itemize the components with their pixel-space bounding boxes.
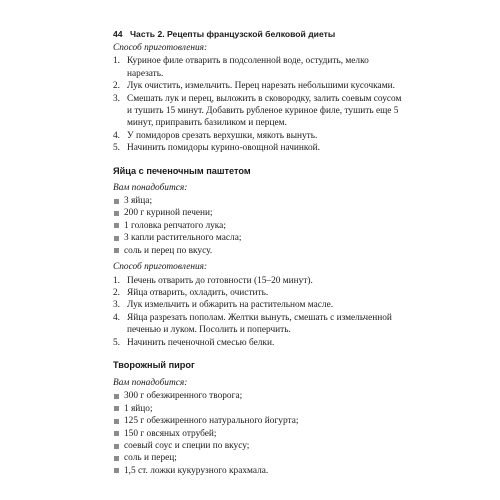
step-text: Смешать лук и перец, выложить в сковородку, залить соевым соусом и тушить 15 минут. Добавить рубленое куриное филе, тушить еще 5 минут, приправить базиликом и перцем. [127, 93, 402, 129]
square-bullet-icon [114, 248, 119, 253]
step-item [113, 287, 403, 299]
square-bullet-icon [114, 431, 119, 436]
step-number: 5. [113, 337, 121, 348]
ingredient-text: соевый соус и специи по вкусу; [124, 440, 250, 451]
ingredient-item [113, 245, 403, 257]
step-item [113, 299, 403, 311]
square-bullet-icon [114, 456, 119, 461]
step-number: 3. [113, 300, 121, 311]
step-text: Начинить помидоры курино-овощной начинкой. [127, 143, 320, 154]
ingredient-text: 300 г обезжиренного творога; [124, 391, 243, 402]
step-number: 1. [113, 56, 121, 67]
step-text: Яйца разрезать пополам. Желтки вынуть, смешать с измельченной печенью и луком. Посолить и поперчить. [127, 312, 392, 336]
step-item [113, 337, 403, 349]
ingredient-text: 1 яйцо; [124, 403, 153, 414]
square-bullet-icon [114, 199, 119, 204]
page-number: 44 [113, 29, 123, 39]
step-number: 2. [113, 81, 121, 92]
method-label: Способ приготовления: [113, 262, 208, 273]
step-text: Лук измельчить и обжарить на растительном масле. [127, 300, 334, 311]
step-text: Лук очистить, измельчить. Перец нарезать небольшими кусочками. [127, 81, 395, 92]
ingredient-item [113, 403, 403, 415]
square-bullet-icon [114, 406, 119, 411]
step-item [113, 275, 403, 287]
step-number: 4. [113, 130, 121, 141]
ingredient-text: соль и перец по вкусу. [124, 245, 213, 256]
step-text: Печень отварить до готовности (15–20 минут). [127, 275, 313, 286]
ingredient-text: соль и перец; [124, 453, 177, 464]
step-item [113, 55, 403, 80]
square-bullet-icon [114, 444, 119, 449]
ingredient-text: 1 головка репчатого лука; [124, 220, 226, 231]
step-item [113, 80, 403, 92]
square-bullet-icon [114, 236, 119, 241]
step-number: 5. [113, 143, 121, 154]
square-bullet-icon [114, 223, 119, 228]
step-item [113, 142, 403, 154]
recipe1-steps [113, 55, 403, 154]
recipe-title: Яйца с печеночным паштетом [113, 165, 251, 176]
step-text: Куриное филе отварить в подсоленной воде, остудить, мелко нарезать. [127, 56, 369, 79]
chapter-title: Часть 2. Рецепты французской белковой диеты [130, 29, 336, 39]
square-bullet-icon [114, 211, 119, 216]
ingredient-item [113, 207, 403, 219]
ingredient-item [113, 465, 403, 477]
method-label: Способ приготовления: [113, 43, 208, 53]
ingredients-label: Вам понадобится: [113, 377, 188, 388]
square-bullet-icon [114, 419, 119, 424]
recipe2-steps [113, 275, 403, 349]
ingredient-item [113, 232, 403, 244]
step-number: 1. [113, 275, 121, 286]
ingredient-item [113, 440, 403, 452]
ingredient-item [113, 452, 403, 464]
ingredient-text: 3 капли растительного масла; [124, 233, 242, 244]
step-item [113, 312, 403, 337]
ingredients-label: Вам понадобится: [113, 182, 188, 193]
square-bullet-icon [114, 468, 119, 473]
ingredient-text: 1,5 ст. ложки кукурузного крахмала. [124, 465, 269, 476]
ingredient-text: 3 яйца; [124, 196, 153, 207]
ingredient-item [113, 428, 403, 440]
ingredient-text: 150 г овсяных отрубей; [124, 428, 217, 439]
recipe2-ingredients [113, 195, 403, 257]
step-number: 4. [113, 312, 121, 323]
step-text: У помидоров срезать верхушки, мякоть вынуть. [127, 130, 318, 141]
recipe-title: Творожный пирог [113, 359, 195, 370]
ingredient-text: 125 г обезжиренного натурального йогурта; [124, 416, 299, 427]
step-number: 2. [113, 287, 121, 298]
step-item [113, 130, 403, 142]
ingredient-item [113, 195, 403, 207]
step-text: Начинить печеночной смесью белки. [127, 337, 275, 348]
step-text: Яйца отварить, охладить, очистить. [127, 287, 269, 298]
step-item [113, 93, 403, 130]
ingredient-text: 200 г куриной печени; [124, 208, 213, 219]
page-content [113, 42, 403, 477]
ingredient-item [113, 220, 403, 232]
ingredient-item [113, 415, 403, 427]
square-bullet-icon [114, 394, 119, 399]
running-header [113, 29, 413, 39]
step-number: 3. [113, 93, 121, 104]
recipe3-ingredients [113, 390, 403, 477]
ingredient-item [113, 390, 403, 402]
